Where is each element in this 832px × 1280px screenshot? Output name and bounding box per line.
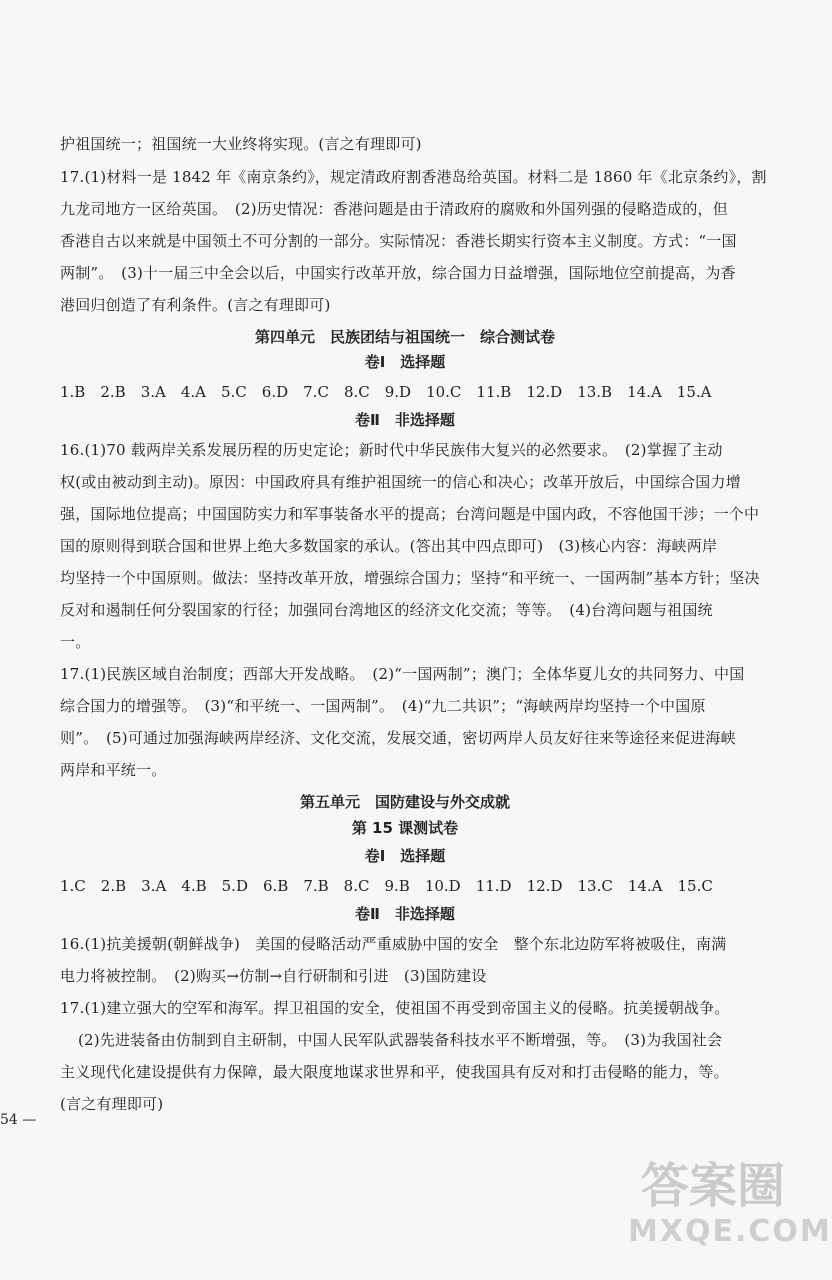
watermark-top-text: 答案圈 [640,1158,785,1214]
answer: 13.C [577,877,613,895]
answer: 1.C [60,877,86,895]
text-line: 反对和遏制任何分裂国家的行径；加强同台湾地区的经济文化交流；等等。 (4)台湾问题与祖国统 [60,601,713,619]
answer: 4.A [180,383,206,401]
answer: 10.D [424,877,461,895]
answer: 6.B [262,877,289,895]
answer: 8.C [343,383,370,401]
answer: 14.A [627,383,662,401]
answer: 9.B [384,877,410,895]
answer: 7.B [303,877,329,895]
answer: 11.D [475,877,512,895]
answer: 8.C [343,877,370,895]
watermark-logo [628,1158,832,1258]
unit5-title: 第五单元 国防建设与外交成就 [299,793,510,811]
text-line: 两制”。 (3)十一届三中全会以后，中国实行改革开放，综合国力日益增强，国际地位空前提高，为香 [60,264,736,282]
unit4-part1-title: 卷Ⅰ 选择题 [364,353,446,371]
page-number: 54 — [0,1112,37,1128]
answer: 15.A [676,383,712,401]
unit5-part2-title: 卷Ⅱ 非选择题 [355,905,455,923]
text-line: 强，国际地位提高；中国国防实力和军事装备水平的提高；台湾问题是中国内政，不容他国干涉；一个中 [60,505,760,523]
unit4-answer-row [60,382,795,402]
answer: 4.B [181,877,207,895]
answer: 10.C [426,383,462,401]
text-line: 权(或由被动到主动)。原因：中国政府具有维护祖国统一的信心和决心；改革开放后，中国综合国力增 [60,473,741,491]
answer: 2.B [100,877,127,895]
text-line: 港回归创造了有利条件。(言之有理即可) [60,296,331,314]
text-line: 17.(1)民族区域自治制度；西部大开发战略。 (2)“一国两制”；澳门；全体华夏儿女的共同努力、中国 [60,665,745,683]
text-line: 17.(1)建立强大的空军和海军。捍卫祖国的安全，使祖国不再受到帝国主义的侵略。抗美援朝战争。 [60,999,730,1017]
answer: 3.A [141,877,167,895]
text-line: 均坚持一个中国原则。做法：坚持改革开放，增强综合国力；坚持“和平统一、一国两制”基本方针；坚决 [60,569,760,587]
text-line: 两岸和平统一。 [60,761,167,779]
answer: 5.C [221,383,247,401]
answer: 9.D [384,383,412,401]
text-line: 16.(1)抗美援朝(朝鲜战争) 美国的侵略活动严重威胁中国的安全 整个东北边防军将被吸住，南满 [60,935,727,953]
text-line: 则”。 (5)可通过加强海峡两岸经济、文化交流，发展交通，密切两岸人员友好往来等途径来促进海峡 [60,729,736,747]
answer: 15.C [677,877,713,895]
text-line: 一。 [60,633,91,651]
text-line: (言之有理即可) [60,1095,164,1113]
text-line: 九龙司地方一区给英国。 (2)历史情况：香港问题是由于清政府的腐败和外国列强的侵略造成的，但 [60,200,728,218]
text-line: 17.(1)材料一是 1842 年《南京条约》，规定清政府割香港岛给英国。材料二是 1860 年《北京条约》，割 [60,168,767,186]
unit5-answer-row [60,876,795,896]
answer: 11.B [476,383,512,401]
answer: 1.B [60,383,86,401]
answer: 12.D [526,877,563,895]
watermark-bottom-text: MXQE.COM [628,1214,832,1249]
unit4-part2-title: 卷Ⅱ 非选择题 [355,411,455,429]
text-line: 16.(1)70 载两岸关系发展历程的历史定论；新时代中华民族伟大复兴的必然要求。 (2)掌握了主动 [60,441,723,459]
text-line: 综合国力的增强等。 (3)“和平统一、一国两制”。 (4)“九二共识”；“海峡两岸均坚持一个中国原 [60,697,706,715]
answer: 14.A [627,877,663,895]
unit5-lesson-title: 第 15 课测试卷 [351,819,459,837]
answer: 13.B [577,383,613,401]
answer: 7.C [303,383,329,401]
text-line: 主义现代化建设提供有力保障，最大限度地谋求世界和平，使我国具有反对和打击侵略的能力，等。 [60,1063,729,1081]
answer: 12.D [526,383,563,401]
unit5-part1-title: 卷Ⅰ 选择题 [364,847,446,865]
answer: 3.A [140,383,166,401]
text-line: 电力将被控制。 (2)购买→仿制→自行研制和引进 (3)国防建设 [60,967,487,985]
text-line: 护祖国统一；祖国统一大业终将实现。(言之有理即可) [60,135,422,153]
answer: 5.D [221,877,248,895]
answer: 6.D [261,383,289,401]
text-line: (2)先进装备由仿制到自主研制，中国人民军队武器装备科技水平不断增强，等。 (3)为我国社会 [78,1031,723,1049]
text-line: 国的原则得到联合国和世界上绝大多数国家的承认。(答出其中四点即可) (3)核心内容：海峡两岸 [60,537,718,555]
unit4-title: 第四单元 民族团结与祖国统一 综合测试卷 [254,328,555,346]
text-line: 香港自古以来就是中国领土不可分割的一部分。实际情况：香港长期实行资本主义制度。方式：“一国 [60,232,737,250]
answer: 2.B [100,383,126,401]
